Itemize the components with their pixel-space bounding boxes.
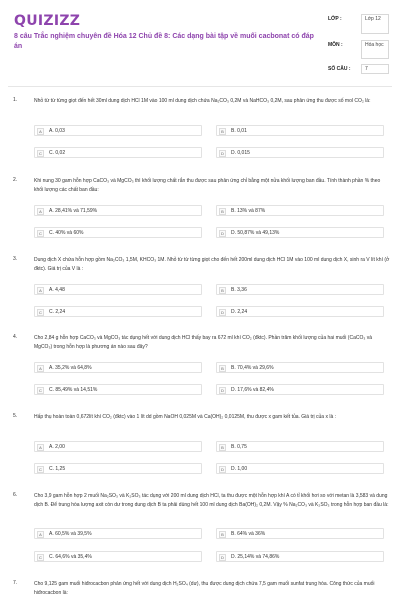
- option-letter: A: [37, 208, 44, 215]
- option-text: C. 0,02: [49, 150, 66, 156]
- option-d[interactable]: [216, 147, 384, 158]
- meta-question-count-value: 7: [361, 64, 389, 74]
- option-letter: D: [219, 309, 226, 316]
- option-text: B. 13% và 87%: [231, 208, 266, 214]
- question-number: 3.: [13, 256, 18, 262]
- option-text: D. 0,015: [231, 150, 250, 156]
- option-text: A. 0,03: [49, 128, 65, 134]
- option-text: D. 17,6% và 82,4%: [231, 387, 274, 393]
- question-number: 7.: [13, 580, 18, 586]
- option-d[interactable]: [216, 306, 384, 317]
- option-d[interactable]: [216, 384, 384, 395]
- option-letter: B: [219, 365, 226, 372]
- option-a[interactable]: [34, 284, 202, 295]
- option-a[interactable]: [34, 362, 202, 373]
- question-text: Cho 2,84 g hỗn hợp CaCO₃ và MgCO₃ tác dụng hết với dung dịch HCl thấy bay ra 672 ml khí CO₂ (đktc). Phần trăm khối lượng của hai muối (CaCO₃ và MgCO₃) trong hỗn hợp là phương án nào sau đây?: [34, 335, 373, 350]
- option-text: D. 1,00: [231, 466, 248, 472]
- option-text: C. 85,49% và 14,51%: [49, 387, 98, 393]
- option-letter: C: [37, 554, 44, 561]
- option-a[interactable]: [34, 125, 202, 136]
- option-letter: B: [219, 444, 226, 451]
- option-letter: B: [219, 128, 226, 135]
- option-letter: D: [219, 387, 226, 394]
- option-letter: C: [37, 309, 44, 316]
- document-title: 8 câu Trắc nghiệm chuyên đề Hóa 12 Chủ đề 8: Các dạng bài tập về muối cacbonat có đáp án: [14, 33, 314, 50]
- option-text: A. 2,00: [49, 444, 65, 450]
- option-b[interactable]: [216, 441, 384, 452]
- option-letter: B: [219, 208, 226, 215]
- option-letter: B: [219, 531, 226, 538]
- meta-question-count: [328, 64, 392, 76]
- option-text: A. 4,48: [49, 287, 65, 293]
- option-text: A. 60,5% và 39,5%: [49, 531, 92, 537]
- option-letter: A: [37, 444, 44, 451]
- option-text: C. 64,6% và 35,4%: [49, 554, 92, 560]
- option-letter: D: [219, 230, 226, 237]
- question-number: 4.: [13, 334, 18, 340]
- meta-subject-label: MÔN :: [328, 42, 343, 48]
- option-letter: D: [219, 554, 226, 561]
- meta-subject-value: Hóa học: [361, 40, 389, 59]
- option-text: B. 0,75: [231, 444, 247, 450]
- option-letter: A: [37, 128, 44, 135]
- option-text: C. 1,25: [49, 466, 66, 472]
- meta-class-label: LỚP :: [328, 16, 342, 22]
- option-c[interactable]: [34, 227, 202, 238]
- question-text: Khi nung 30 gam hỗn hợp CaCO₃ và MgCO₃ thì khối lượng chất rắn thu được sau phản ứng chỉ bằng một nửa khối lượng ban đầu. Tính thành phần % theo khối lượng các chất ban đầu:: [34, 178, 381, 193]
- option-text: C. 40% và 60%: [49, 230, 84, 236]
- header: [0, 0, 400, 84]
- option-letter: C: [37, 387, 44, 394]
- option-c[interactable]: [34, 463, 202, 474]
- question-text: Cho 9,125 gam muối hiđrocacbon phản ứng hết với dung dịch H₂SO₄ (dư), thu được dung dịch chứa 7,5 gam muối sunfat trung hòa. Công thức của muối hiđrocacbon là:: [34, 581, 375, 596]
- option-text: D. 50,87% và 49,13%: [231, 230, 280, 236]
- option-letter: D: [219, 150, 226, 157]
- option-d[interactable]: [216, 551, 384, 562]
- question-number: 5.: [13, 413, 18, 419]
- question-text: Nhỏ từ từ từng giọt đến hết 30ml dung dịch HCl 1M vào 100 ml dung dịch chứa Na₂CO₃ 0,2M và NaHCO₃ 0,2M, sau phản ứng thu được số mol CO₂ là:: [34, 98, 371, 104]
- option-c[interactable]: [34, 384, 202, 395]
- option-c[interactable]: [34, 306, 202, 317]
- meta-class: [328, 14, 392, 36]
- option-b[interactable]: [216, 284, 384, 295]
- quizizz-logo: QUIZIZZ: [14, 13, 81, 29]
- option-b[interactable]: [216, 125, 384, 136]
- option-b[interactable]: [216, 205, 384, 216]
- option-c[interactable]: [34, 551, 202, 562]
- meta-class-value: Lớp 12: [361, 14, 389, 34]
- question-text: Hấp thụ hoàn toàn 0,672lít khí CO₂ (đktc) vào 1 lít dd gồm NaOH 0,025M và Ca(OH)₂ 0,0125M, thu được x gam kết tủa. Giá trị của x là :: [34, 414, 337, 420]
- option-text: B. 64% và 36%: [231, 531, 266, 537]
- meta-question-count-label: SỐ CÂU :: [328, 66, 351, 72]
- option-letter: D: [219, 466, 226, 473]
- question-text: Dung dịch X chứa hỗn hợp gồm Na₂CO₃ 1,5M, KHCO₃ 1M. Nhỏ từ từ từng giọt cho đến hết 200ml dung dịch HCl 1M vào 100 ml dung dịch X, sinh ra V lít khí (ở đktc). Giá trị của V là :: [34, 257, 390, 272]
- option-letter: A: [37, 531, 44, 538]
- option-b[interactable]: [216, 528, 384, 539]
- option-text: A. 35,2% và 64,8%: [49, 365, 92, 371]
- question-number: 6.: [13, 492, 18, 498]
- question-text: Cho 3,9 gam hỗn hợp 2 muối Na₂SO₃ và K₂SO₃ tác dụng với 200 ml dung dịch HCl, ta thu được một hỗn hợp khí A có tỉ khối hơi so với metan là 3,583 và dung dịch B. Để trung hòa lượng axit còn dư trong dung dịch B ta phải dùng hết 100 ml dung dịch Ba(OH)₂ 0,2M. Vậy % Na₂CO₃ và K₂SO₃ trong hỗn hợp ban đầu là:: [34, 493, 389, 508]
- question-number: 2.: [13, 177, 18, 183]
- option-text: C. 2,24: [49, 309, 66, 315]
- option-letter: C: [37, 230, 44, 237]
- option-a[interactable]: [34, 205, 202, 216]
- option-a[interactable]: [34, 528, 202, 539]
- option-text: B. 3,36: [231, 287, 247, 293]
- option-letter: A: [37, 365, 44, 372]
- option-text: B. 70,4% và 29,6%: [231, 365, 274, 371]
- option-letter: C: [37, 466, 44, 473]
- header-divider: [8, 86, 392, 87]
- option-text: D. 25,14% và 74,86%: [231, 554, 280, 560]
- option-a[interactable]: [34, 441, 202, 452]
- option-text: A. 28,41% và 71,59%: [49, 208, 98, 214]
- meta-subject: [328, 40, 392, 60]
- question-number: 1.: [13, 97, 18, 103]
- option-d[interactable]: [216, 463, 384, 474]
- option-text: B. 0,01: [231, 128, 247, 134]
- option-letter: B: [219, 287, 226, 294]
- option-letter: A: [37, 287, 44, 294]
- option-c[interactable]: [34, 147, 202, 158]
- option-d[interactable]: [216, 227, 384, 238]
- option-text: D. 2,24: [231, 309, 248, 315]
- option-letter: C: [37, 150, 44, 157]
- option-b[interactable]: [216, 362, 384, 373]
